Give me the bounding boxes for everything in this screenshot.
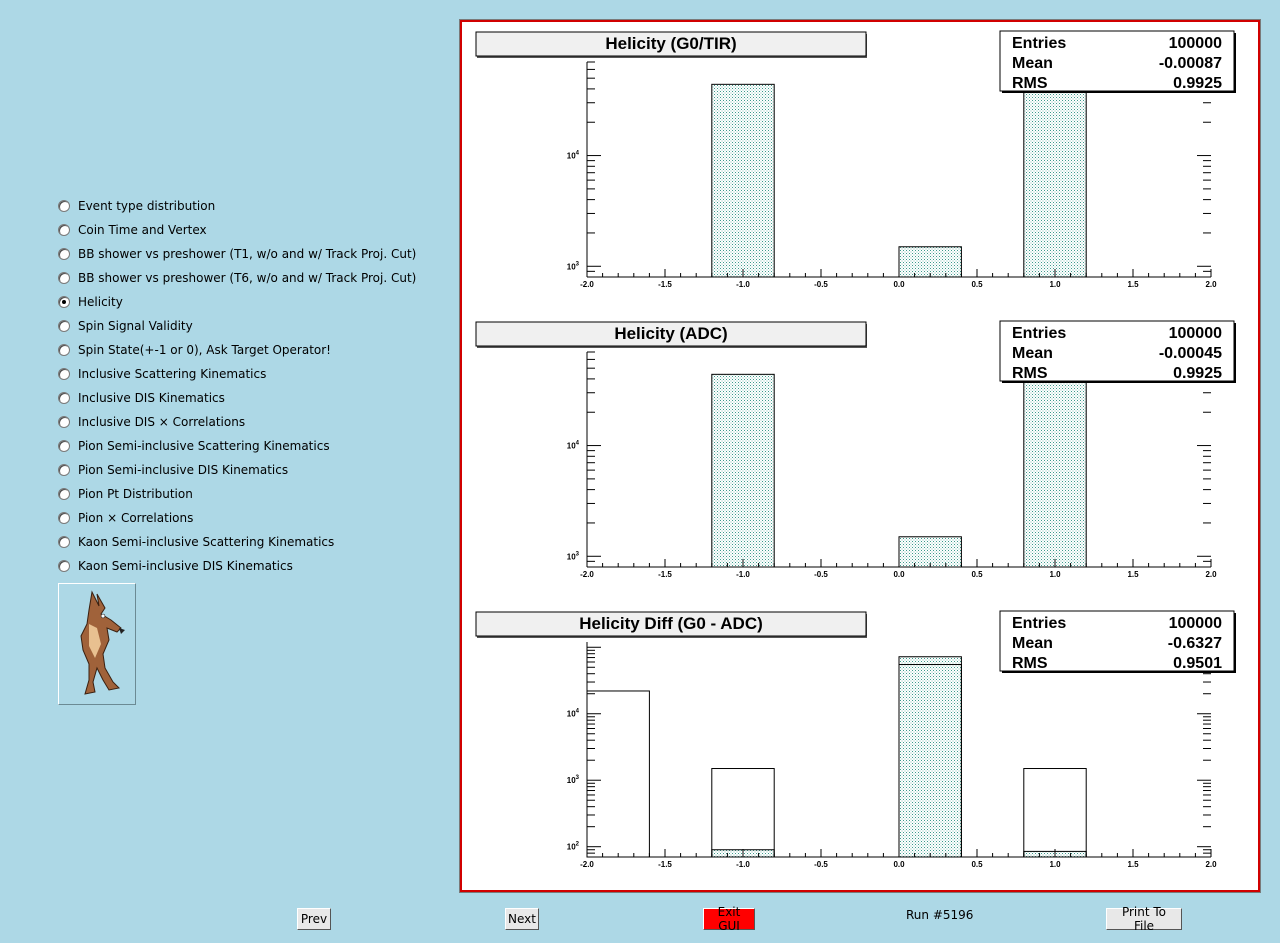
stats-key: RMS — [1012, 365, 1048, 382]
exit-gui-button[interactable]: Exit GUI — [703, 908, 755, 930]
x-tick-label: 2.0 — [1205, 280, 1217, 289]
y-tick-label: $10^2$ — [566, 841, 579, 852]
stats-value: -0.00045 — [1158, 345, 1222, 362]
radio-label: Pion Semi-inclusive Scattering Kinematics — [78, 439, 330, 453]
radio-button[interactable] — [58, 512, 70, 524]
stats-key: Entries — [1012, 325, 1067, 342]
radio-label: Coin Time and Vertex — [78, 223, 207, 237]
x-tick-label: -1.0 — [736, 860, 750, 869]
x-tick-label: -1.5 — [658, 280, 672, 289]
x-tick-label: -0.5 — [814, 280, 828, 289]
x-tick-label: 0.5 — [971, 570, 983, 579]
stats-key: Entries — [1012, 615, 1067, 632]
y-tick-label: $10^4$ — [566, 708, 579, 719]
y-tick-label: $10^4$ — [566, 440, 579, 451]
x-tick-label: 1.5 — [1127, 570, 1139, 579]
outline-bin — [587, 691, 649, 857]
radio-option[interactable] — [58, 365, 266, 383]
x-tick-label: 1.5 — [1127, 280, 1139, 289]
stats-key: RMS — [1012, 75, 1048, 92]
print-to-file-button[interactable]: Print To File — [1106, 908, 1182, 930]
radio-button[interactable] — [58, 368, 70, 380]
radio-label: Pion × Correlations — [78, 511, 194, 525]
stats-key: RMS — [1012, 655, 1048, 672]
radio-label: Kaon Semi-inclusive DIS Kinematics — [78, 559, 293, 573]
radio-button[interactable] — [58, 224, 70, 236]
stats-key: Mean — [1012, 345, 1053, 362]
stats-key: Entries — [1012, 35, 1067, 52]
radio-button[interactable] — [58, 560, 70, 572]
radio-button[interactable] — [58, 536, 70, 548]
x-tick-label: 0.5 — [971, 280, 983, 289]
radio-option[interactable] — [58, 509, 193, 527]
radio-label: Kaon Semi-inclusive Scattering Kinematics — [78, 535, 335, 549]
radio-button[interactable] — [58, 416, 70, 428]
radio-label: Inclusive DIS Kinematics — [78, 391, 225, 405]
coyote-icon — [59, 584, 135, 704]
filled-bin — [712, 374, 774, 567]
coyote-logo-button[interactable] — [58, 583, 136, 705]
radio-button[interactable] — [58, 392, 70, 404]
radio-option[interactable] — [58, 389, 225, 407]
radio-label: BB shower vs preshower (T1, w/o and w/ Track Proj. Cut) — [78, 247, 417, 261]
x-tick-label: 2.0 — [1205, 570, 1217, 579]
radio-label: Inclusive Scattering Kinematics — [78, 367, 267, 381]
stats-value: 100000 — [1168, 615, 1222, 632]
stats-value: -0.6327 — [1167, 635, 1222, 652]
filled-bin — [899, 247, 961, 277]
radio-button[interactable] — [58, 344, 70, 356]
y-tick-label: $10^3$ — [566, 261, 579, 272]
filled-bin — [1024, 84, 1086, 277]
radio-button[interactable] — [58, 296, 70, 308]
stats-value: 0.9925 — [1173, 75, 1222, 92]
histogram-title: Helicity Diff (G0 - ADC) — [579, 614, 763, 633]
stats-value: -0.00087 — [1158, 55, 1222, 72]
radio-button[interactable] — [58, 488, 70, 500]
radio-option[interactable] — [58, 221, 207, 239]
x-tick-label: -1.0 — [736, 570, 750, 579]
x-tick-label: 0.5 — [971, 860, 983, 869]
x-tick-label: -0.5 — [814, 860, 828, 869]
radio-option[interactable] — [58, 485, 193, 503]
radio-label: Pion Semi-inclusive DIS Kinematics — [78, 463, 289, 477]
stats-value: 0.9925 — [1173, 365, 1222, 382]
radio-option[interactable] — [58, 413, 245, 431]
radio-label: Spin State(+-1 or 0), Ask Target Operator! — [78, 343, 331, 357]
radio-option[interactable] — [58, 197, 215, 215]
x-tick-label: 1.0 — [1049, 280, 1061, 289]
radio-option[interactable] — [58, 341, 331, 359]
x-tick-label: -1.5 — [658, 860, 672, 869]
y-tick-label: $10^4$ — [566, 150, 579, 161]
x-tick-label: -2.0 — [580, 570, 594, 579]
stats-key: Mean — [1012, 635, 1053, 652]
stats-key: Mean — [1012, 55, 1053, 72]
x-tick-label: -1.5 — [658, 570, 672, 579]
outline-bin — [1024, 769, 1086, 857]
radio-label: BB shower vs preshower (T6, w/o and w/ Track Proj. Cut) — [78, 271, 417, 285]
stats-value: 100000 — [1168, 325, 1222, 342]
run-number-label: Run #5196 — [906, 908, 974, 922]
stats-value: 100000 — [1168, 35, 1222, 52]
radio-option[interactable] — [58, 317, 193, 335]
x-tick-label: -2.0 — [580, 280, 594, 289]
radio-option[interactable] — [58, 245, 416, 263]
histogram-pad — [476, 31, 1236, 289]
histogram-pad — [476, 321, 1236, 579]
filled-bin — [899, 537, 961, 567]
radio-option[interactable] — [58, 437, 330, 455]
radio-button[interactable] — [58, 320, 70, 332]
histogram-title: Helicity (ADC) — [614, 324, 728, 343]
next-button[interactable]: Next — [505, 908, 539, 930]
histogram-title: Helicity (G0/TIR) — [605, 34, 737, 53]
radio-button[interactable] — [58, 200, 70, 212]
x-tick-label: 1.0 — [1049, 570, 1061, 579]
histogram-canvas — [460, 20, 1260, 892]
radio-label: Spin Signal Validity — [78, 319, 193, 333]
stats-value: 0.9501 — [1173, 655, 1222, 672]
radio-label: Event type distribution — [78, 199, 216, 213]
radio-button[interactable] — [58, 464, 70, 476]
filled-bin — [899, 657, 961, 857]
canvas-svg — [462, 22, 1258, 890]
radio-button[interactable] — [58, 248, 70, 260]
prev-button[interactable]: Prev — [297, 908, 331, 930]
radio-option[interactable] — [58, 293, 123, 311]
radio-option[interactable] — [58, 533, 334, 551]
filled-bin — [712, 84, 774, 277]
x-tick-label: 1.5 — [1127, 860, 1139, 869]
radio-button[interactable] — [58, 272, 70, 284]
radio-label: Inclusive DIS × Correlations — [78, 415, 246, 429]
x-tick-label: -0.5 — [814, 570, 828, 579]
x-tick-label: 0.0 — [893, 280, 905, 289]
x-tick-label: 0.0 — [893, 860, 905, 869]
y-tick-label: $10^3$ — [566, 551, 579, 562]
radio-label: Helicity — [78, 295, 123, 309]
x-tick-label: -2.0 — [580, 860, 594, 869]
x-tick-label: 2.0 — [1205, 860, 1217, 869]
x-tick-label: -1.0 — [736, 280, 750, 289]
radio-option[interactable] — [58, 557, 293, 575]
outline-bin — [712, 769, 774, 857]
radio-button[interactable] — [58, 440, 70, 452]
radio-option[interactable] — [58, 269, 416, 287]
x-tick-label: 1.0 — [1049, 860, 1061, 869]
x-tick-label: 0.0 — [893, 570, 905, 579]
histogram-pad — [476, 611, 1236, 869]
y-tick-label: $10^3$ — [566, 775, 579, 786]
radio-option[interactable] — [58, 461, 288, 479]
radio-label: Pion Pt Distribution — [78, 487, 193, 501]
filled-bin — [1024, 374, 1086, 567]
